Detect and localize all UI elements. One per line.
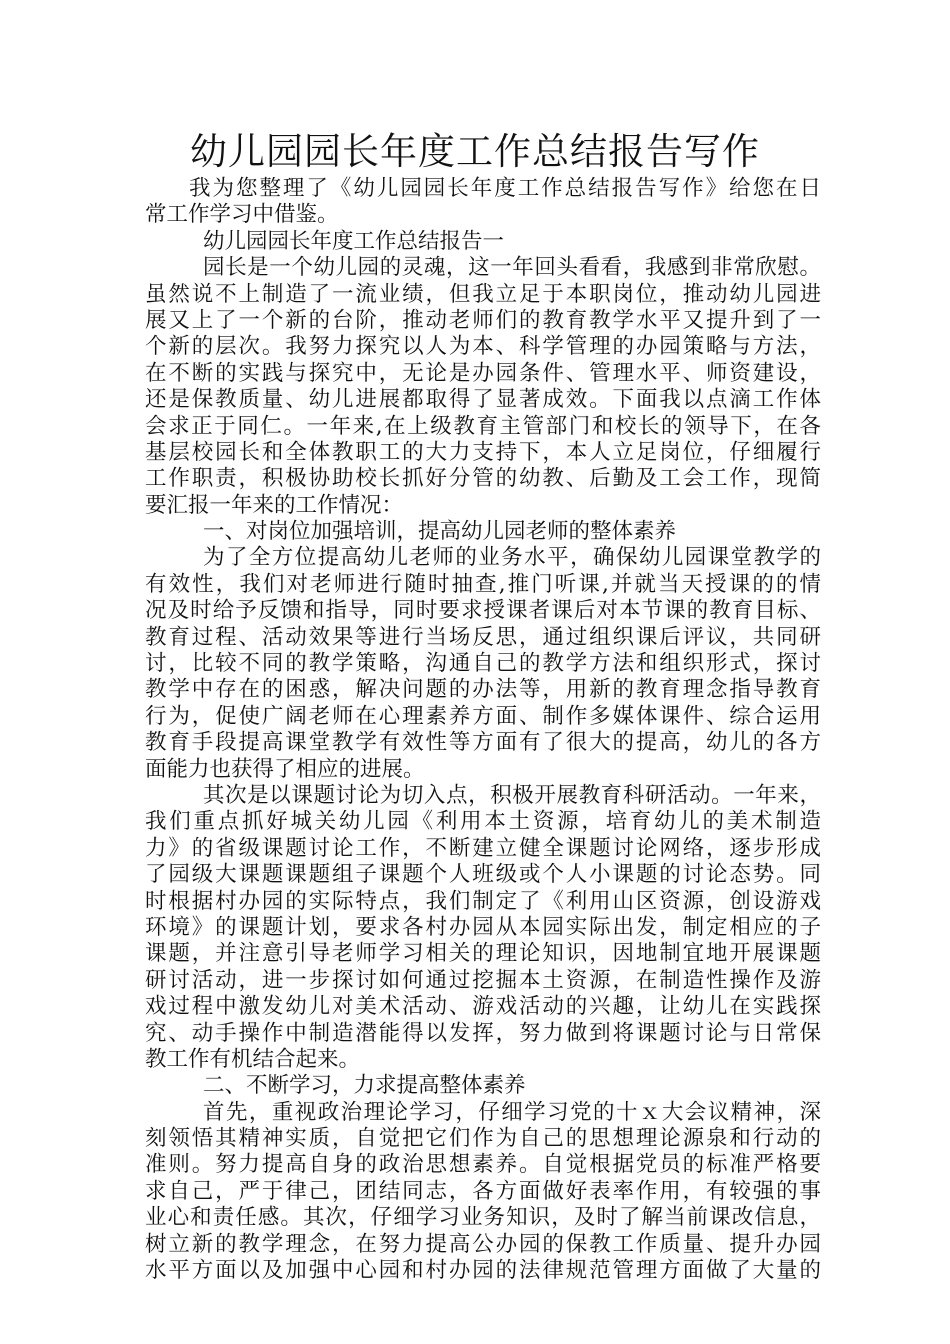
text-line: 有效性，我们对老师进行随时抽查,推门听课,并就当天授课的的情 (145, 571, 821, 597)
text-line: 展又上了一个新的台阶，推动老师们的教育教学水平又提升到了一 (145, 307, 821, 333)
text-line: 还是保教质量、幼儿进展都取得了显著成效。下面我以点滴工作体 (145, 387, 821, 413)
text-line: 了园级大课题课题组子课题个人班级或个人小课题的讨论态势。同 (145, 862, 821, 888)
text-line: 戏过程中激发幼儿对美术活动、游戏活动的兴趣，让幼儿在实践探 (145, 994, 821, 1020)
text-line: 教学中存在的困惑，解决问题的办法等，用新的教育理念指导教育 (145, 677, 821, 703)
text-line: 常工作学习中借鉴。 (145, 202, 339, 228)
text-line: 个新的层次。我努力探究以人为本、科学管理的办园策略与方法， (145, 334, 821, 360)
text-line: 教育过程、活动效果等进行当场反思，通过组织课后评议，共同研 (145, 624, 821, 650)
text-line: 课题，并注意引导老师学习相关的理论知识，因地制宜地开展课题 (145, 941, 821, 967)
text-line: 水平方面以及加强中心园和村办园的法律规范管理方面做了大量的 (145, 1258, 821, 1284)
text-line: 我为您整理了《幼儿园园长年度工作总结报告写作》给您在日 (189, 176, 821, 201)
text-line: 为了全方位提高幼儿老师的业务水平，确保幼儿园课堂教学的 (203, 545, 821, 571)
text-line: 教育手段提高课堂教学有效性等方面有了很大的提高，幼儿的各方 (145, 730, 821, 756)
document-body (145, 176, 821, 1284)
text-line: 在不断的实践与探究中，无论是办园条件、管理水平、师资建设， (145, 360, 821, 386)
text-line: 虽然说不上制造了一流业绩，但我立足于本职岗位，推动幼儿园进 (145, 281, 821, 307)
text-line: 教工作有机结合起来。 (145, 1046, 361, 1072)
text-line: 首先，重视政治理论学习，仔细学习党的十ｘ大会议精神，深 (203, 1099, 821, 1125)
text-line: 幼儿园园长年度工作总结报告一 (203, 228, 505, 254)
text-line: 其次是以课题讨论为切入点，积极开展教育科研活动。一年来， (203, 782, 821, 808)
text-line: 准则。努力提高自身的政治思想素养。自觉根据党员的标准严格要 (145, 1152, 821, 1178)
text-line: 二、不断学习，力求提高整体素养 (203, 1073, 526, 1099)
text-line: 求自己，严于律己，团结同志，各方面做好表率作用，有较强的事 (145, 1178, 821, 1204)
document-title: 幼儿园园长年度工作总结报告写作 (190, 130, 760, 173)
text-line: 况及时给予反馈和指导，同时要求授课者课后对本节课的教育目标、 (145, 598, 821, 624)
text-line: 树立新的教学理念，在努力提高公办园的保教工作质量、提升办园 (145, 1231, 821, 1257)
text-line: 时根据村办园的实际特点，我们制定了《利用山区资源，创设游戏 (145, 888, 821, 914)
text-line: 环境》的课题计划，要求各村办园从本园实际出发，制定相应的子 (145, 914, 821, 940)
text-line: 业心和责任感。其次，仔细学习业务知识，及时了解当前课改信息， (145, 1205, 821, 1231)
text-line: 会求正于同仁。一年来,在上级教育主管部门和校长的领导下，在各 (145, 413, 821, 439)
text-line: 究、动手操作中制造潜能得以发挥，努力做到将课题讨论与日常保 (145, 1020, 821, 1046)
text-line: 面能力也获得了相应的进展。 (145, 756, 425, 782)
text-line: 要汇报一年来的工作情况： (145, 492, 404, 518)
text-line: 刻领悟其精神实质，自觉把它们作为自己的思想理论源泉和行动的 (145, 1126, 821, 1152)
text-line: 基层校园长和全体教职工的大力支持下，本人立足岗位，仔细履行 (145, 439, 821, 465)
text-line: 一、对岗位加强培训，提高幼儿园老师的整体素养 (203, 519, 677, 545)
text-line: 行为，促使广阔老师在心理素养方面、制作多媒体课件、综合运用 (145, 703, 821, 729)
text-line: 园长是一个幼儿园的灵魂，这一年回头看看，我感到非常欣慰。 (203, 255, 821, 281)
text-line: 讨，比较不同的教学策略，沟通自己的教学方法和组织形式，探讨 (145, 651, 821, 677)
text-line: 力》的省级课题讨论工作，不断建立健全课题讨论网络，逐步形成 (145, 835, 821, 861)
text-line: 工作职责，积极协助校长抓好分管的幼教、后勤及工会工作，现简 (145, 466, 821, 492)
text-line: 研讨活动，进一步探讨如何通过挖掘本土资源，在制造性操作及游 (145, 967, 821, 993)
text-line: 我们重点抓好城关幼儿园《利用本土资源，培育幼儿的美术制造 (145, 809, 821, 835)
